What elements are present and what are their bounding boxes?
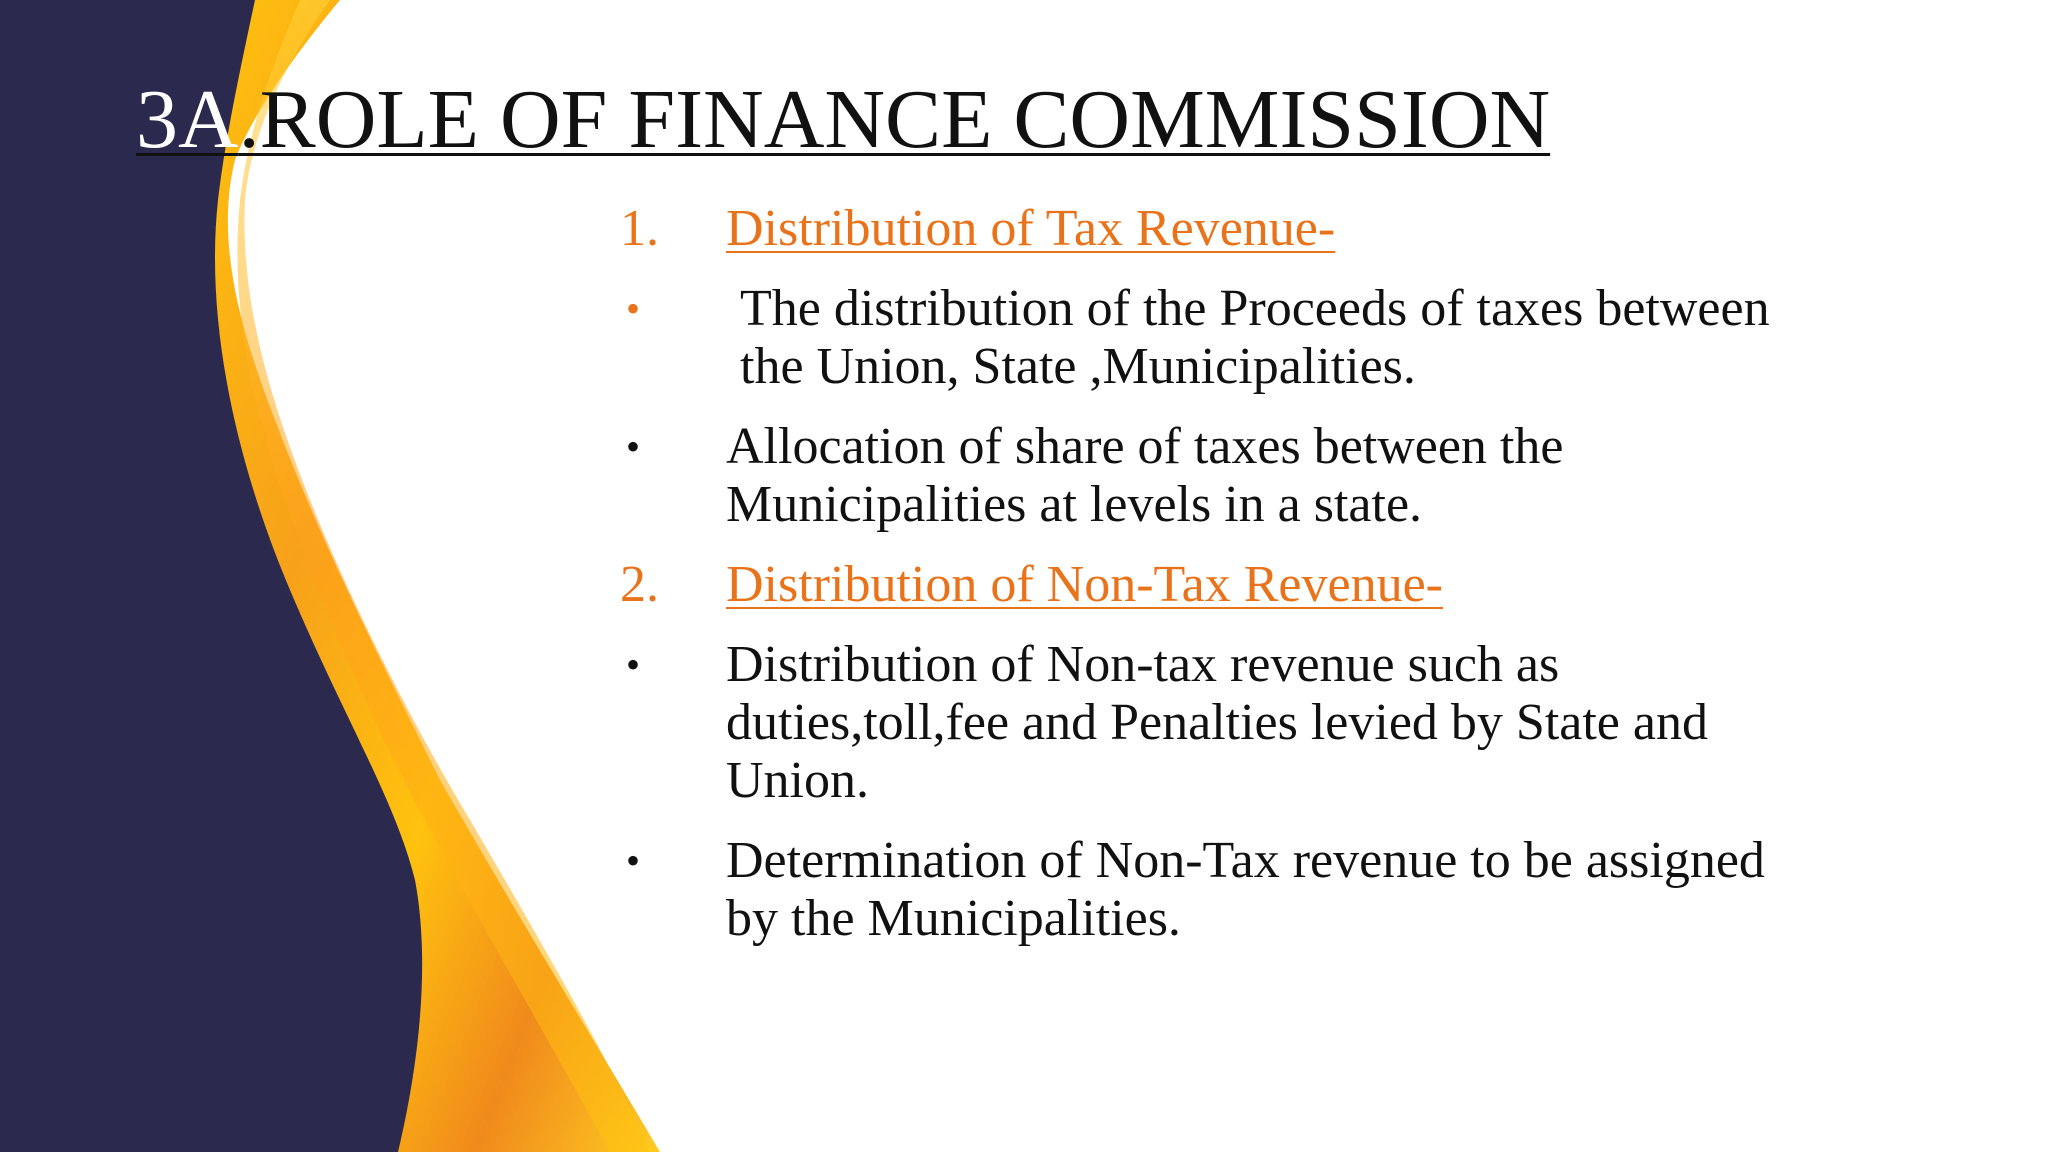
list-item — [620, 280, 1820, 396]
content-list — [620, 200, 1820, 948]
bullet-text: Distribution of Non-tax revenue such as duties,toll,fee and Penalties levied by State and Union. — [726, 636, 1708, 809]
list-item — [620, 832, 1820, 948]
bullet-text: The distribution of the Proceeds of taxes between the Union, State ,Municipalities. — [740, 280, 1770, 395]
bullet-marker: • — [626, 642, 641, 687]
bullet-text: Allocation of share of taxes between the Municipalities at levels in a state. — [726, 418, 1564, 533]
list-item — [620, 636, 1820, 810]
section-heading-1 — [620, 200, 1820, 258]
navy-panel-shape — [0, 0, 422, 1152]
section-heading-text: Distribution of Tax Revenue- — [726, 200, 1336, 257]
section-heading-text: Distribution of Non-Tax Revenue- — [726, 556, 1443, 613]
section-number: 2. — [620, 556, 659, 613]
bullet-marker: • — [626, 838, 641, 883]
section-number: 1. — [620, 200, 659, 257]
bullet-marker: • — [626, 286, 641, 331]
list-item — [620, 418, 1820, 534]
bullet-text: Determination of Non-Tax revenue to be assigned by the Municipalities. — [726, 832, 1765, 947]
slide-title — [136, 70, 1550, 170]
title-prefix: 3A — [136, 73, 239, 166]
section-heading-2 — [620, 556, 1820, 614]
title-main: .ROLE OF FINANCE COMMISSION — [238, 73, 1551, 166]
bullet-marker: • — [626, 424, 641, 469]
